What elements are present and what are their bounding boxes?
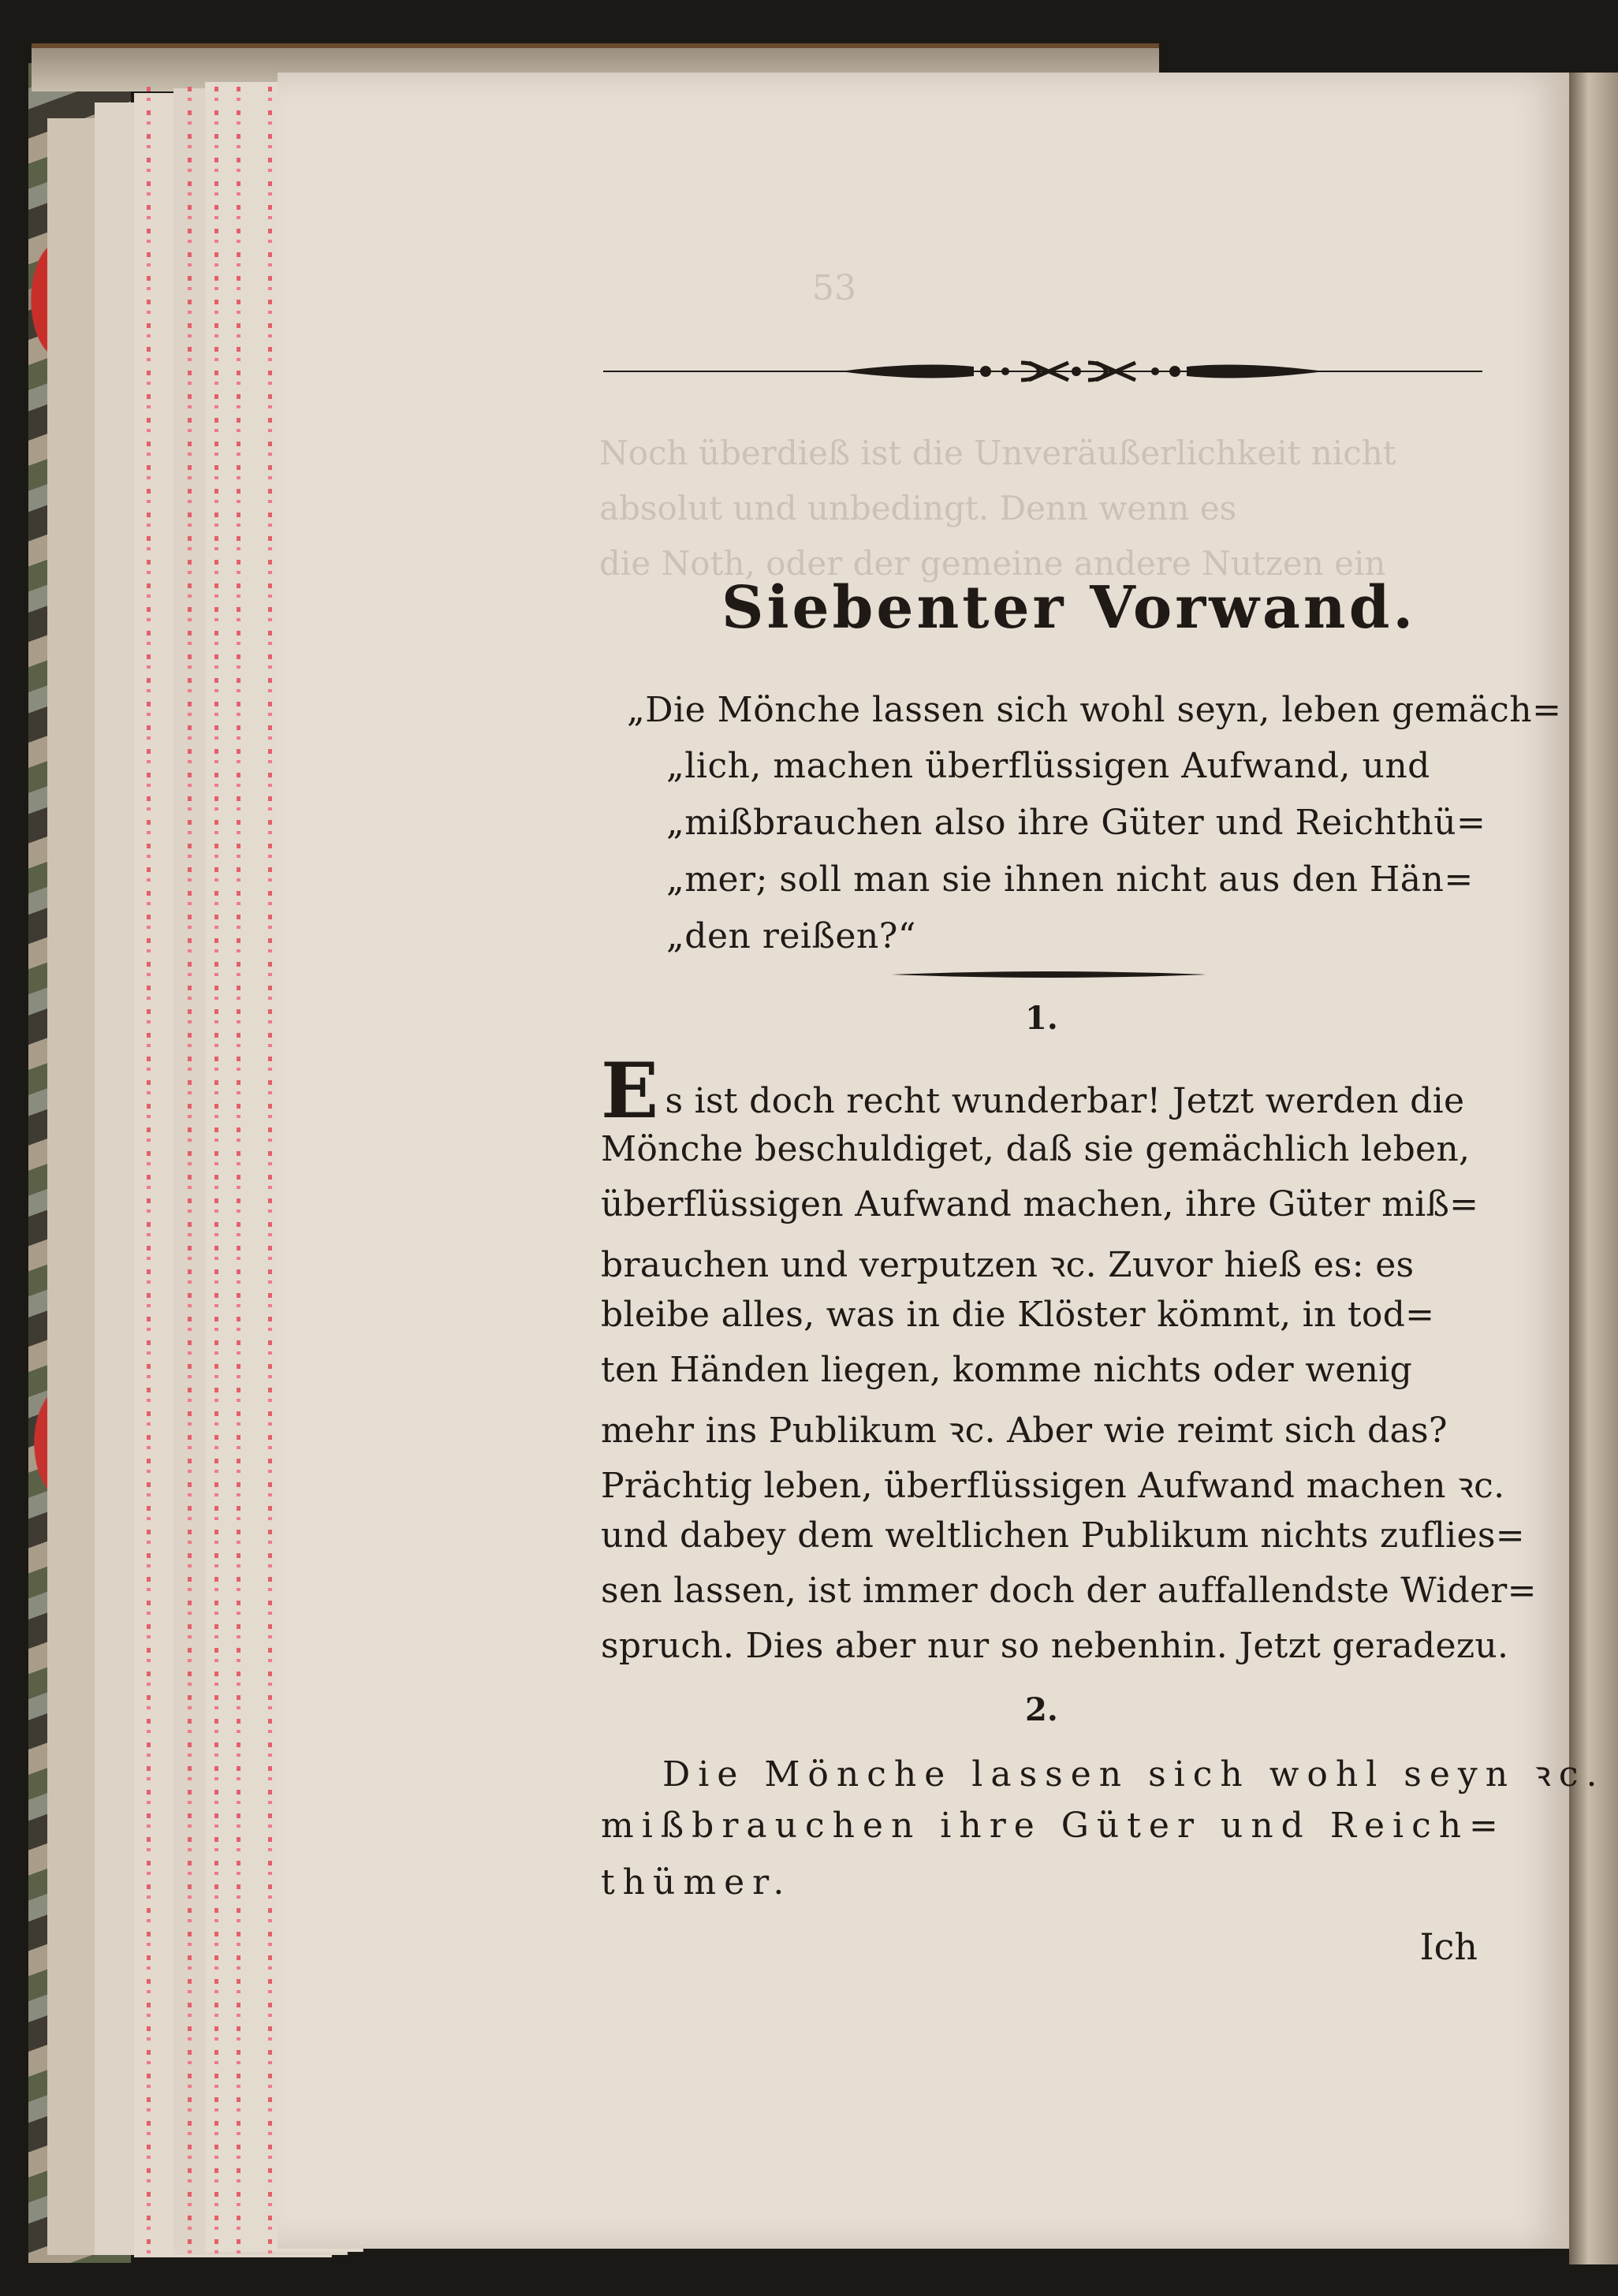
quote-line: „lich, machen überflüssigen Aufwand, und [666,746,1430,786]
quote-line: „Die Mönche lassen sich wohl seyn, leben gemäch= [627,690,1562,730]
red-edge-sprinkle [237,87,240,2255]
paragraph-line: Die Mönche lassen sich wohl seyn ꝛc. [662,1754,1605,1795]
paragraph-line: Mönche beschuldiget, daß sie gemächlich leben, [601,1129,1471,1169]
paragraph-line: mehr ins Publikum ꝛc. Aber wie reimt sich das? [601,1411,1448,1451]
ornamental-rule [603,352,1482,391]
page-number: 53 [812,268,856,308]
paragraph-line: und dabey dem weltlichen Publikum nichts zuflies= [601,1515,1525,1556]
paragraph-line: überflüssigen Aufwand machen, ihre Güter miß= [601,1184,1479,1224]
show-through-line: absolut und unbedingt. Denn wenn es [599,489,1237,527]
paragraph-line: brauchen und verputzen ꝛc. Zuvor hieß es: es [601,1245,1415,1285]
paragraph-line: bleibe alles, was in die Klöster kömmt, in tod= [601,1295,1435,1335]
red-edge-sprinkle [268,87,272,2255]
chapter-heading: Siebenter Vorwand. [721,574,1417,642]
quote-line: „mer; soll man sie ihnen nicht aus den Hän= [666,859,1474,900]
paragraph-line [601,1046,1465,1135]
section-number: 1. [1025,1000,1058,1037]
quote-line: „den reißen?“ [666,916,916,956]
paragraph-line: ten Händen liegen, komme nichts oder wenig [601,1350,1413,1390]
red-edge-sprinkle [147,87,151,2255]
paragraph-line: mißbrauchen ihre Güter und Reich= [601,1806,1506,1846]
book-gutter [1569,73,1618,2264]
red-edge-sprinkle [214,87,218,2255]
red-edge-sprinkle [188,87,192,2255]
paragraph-line: sen lassen, ist immer doch der auffallendste Wider= [601,1571,1537,1611]
catchword: Ich [1419,1925,1478,1968]
drop-cap: E [601,1046,659,1135]
section-rule [891,970,1206,979]
show-through-line: Noch überdieß ist die Unveräußerlichkeit nicht [599,434,1396,472]
paragraph-line: Prächtig leben, überflüssigen Aufwand machen ꝛc. [601,1466,1505,1506]
section-number: 2. [1025,1691,1058,1728]
paragraph-line: thümer. [601,1862,792,1903]
quote-line: „mißbrauchen also ihre Güter und Reichthü= [666,803,1486,843]
show-through-line: die Noth, oder der gemeine andere Nutzen ein [599,544,1386,583]
paragraph-text: s ist doch recht wunderbar! Jetzt werden die [665,1081,1465,1121]
paragraph-line: spruch. Dies aber nur so nebenhin. Jetzt geradezu. [601,1626,1509,1666]
